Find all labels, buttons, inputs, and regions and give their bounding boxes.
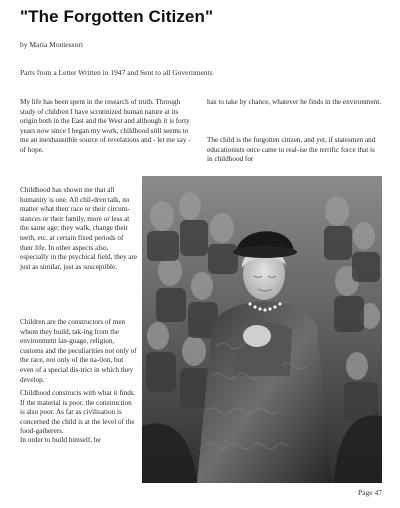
paragraph-forgotten-citizen: The child is the forgotten citizen, and yet, if statesmen and educationists once came to real-ise the terrific force that is in childhood for	[207, 136, 376, 164]
article-subtitle: Parts from a Letter Written in 1947 and Sent to all Governments	[20, 68, 213, 77]
paragraph-continuation-environment: has to take by chance, whatever he finds in the environment.	[207, 98, 382, 106]
page-number: Page 47	[358, 488, 382, 497]
paragraph-humanity-is-one: Childhood has shown me that all humanity is one. All chil-dren talk, no matter what their race or their circum-stances or their family, more or less at the same age; they walk, change their teeth, etc. at certain fixed periods of their life. In other aspects also, especially in the psychical field, they are just as similar, just as susceptible.	[20, 186, 138, 271]
article-byline: by Maria Montessori	[20, 40, 83, 49]
photograph-image	[142, 176, 382, 483]
paragraph-research-of-truth: My life has been spent in the research of truth. Through study of children I have scrutinized human nature at its origin both in the East and the West and although it is forty years now since I began my work, childhood still seems to me an inexhaustible source of revelations and - let me say - of hope.	[20, 98, 191, 154]
paragraph-childhood-constructs: Childhood constructs with what it finds. If the material is poor, the construction is also poor. As far as civilisation is concerned the child is at the level of the food-gatherers.	[20, 389, 136, 436]
paragraph-build-himself: In order to build himself, he	[20, 436, 101, 444]
montessori-photograph	[142, 176, 382, 483]
article-title: "The Forgotten Citizen"	[20, 7, 214, 26]
paragraph-constructors-of-men: Children are the constructors of men whom they build, tak-ing from the environment lan-guage, religion, customs and the peculiarities not only of the race, not only of the na-tion, but even of a special dis-trict in which they develop.	[20, 318, 137, 384]
